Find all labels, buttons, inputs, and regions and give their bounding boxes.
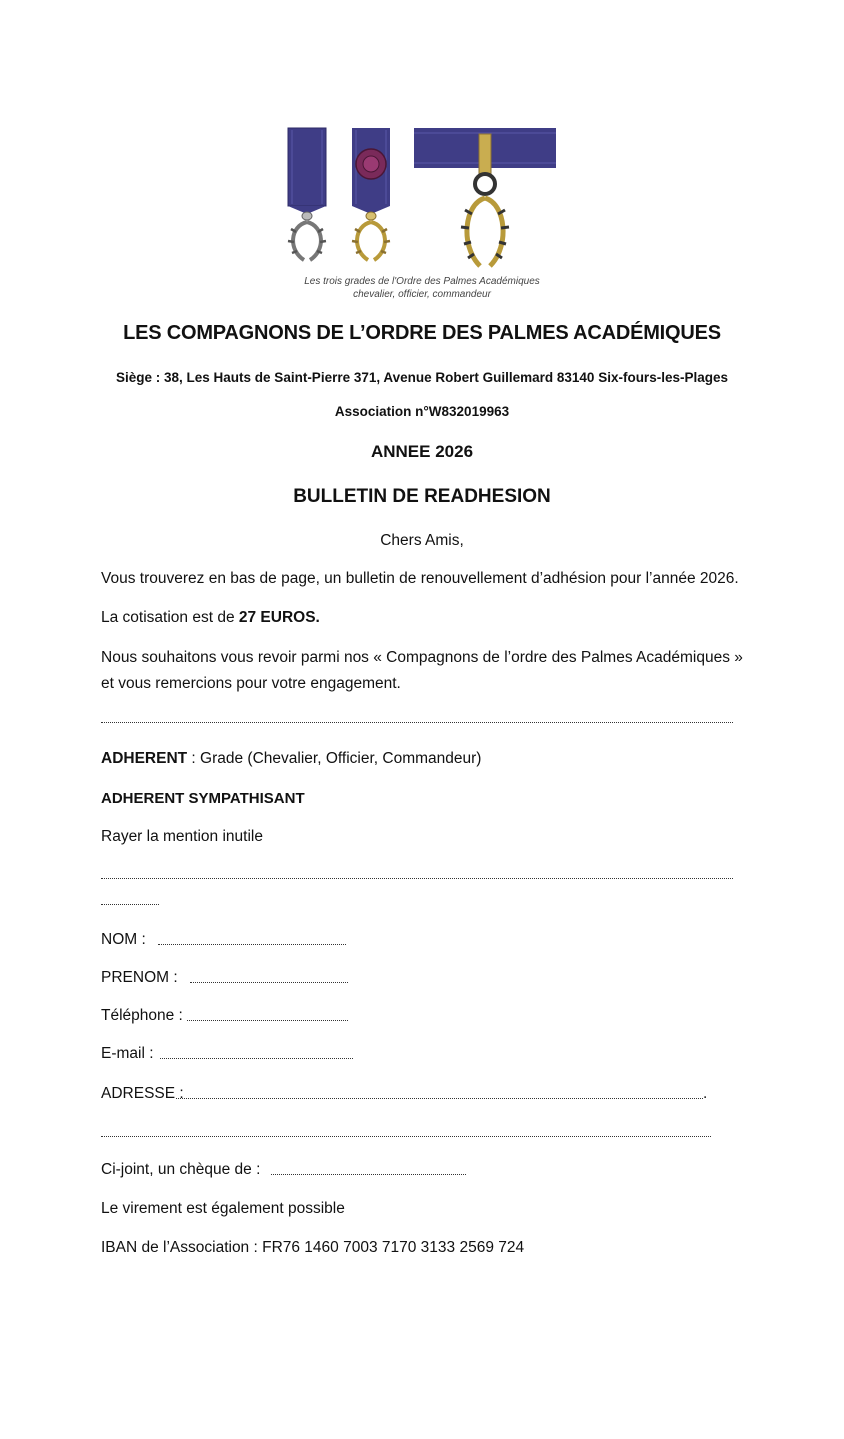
adherent-grade-text: : Grade (Chevalier, Officier, Commandeur): [187, 750, 482, 767]
document-title: LES COMPAGNONS DE L’ORDRE DES PALMES ACADÉMIQUES: [123, 322, 721, 344]
adherent-label: ADHERENT: [101, 750, 188, 767]
email-input[interactable]: [160, 1058, 353, 1059]
association-number: Association n°W832019963: [334, 404, 510, 419]
medals-caption-line2: chevalier, officier, commandeur: [353, 289, 491, 300]
adresse-end-period: .: [703, 1085, 708, 1102]
prenom-field-label: PRENOM :: [101, 969, 178, 986]
cheque-field-label: Ci-joint, un chèque de :: [101, 1161, 261, 1178]
rayer-mention: Rayer la mention inutile: [101, 828, 263, 845]
officier-medal-icon: [352, 128, 390, 260]
email-field-label: E-mail :: [101, 1045, 154, 1062]
medals-caption-line1: Les trois grades de l'Ordre des Palmes Académiques: [304, 276, 540, 287]
adresse-input-line2[interactable]: [101, 1136, 711, 1137]
cotisation-amount: 27 EUROS.: [238, 609, 320, 626]
cotisation-text: La cotisation est de: [101, 609, 239, 626]
adresse-input[interactable]: [176, 1098, 703, 1099]
year-heading: ANNEE 2026: [370, 442, 474, 461]
nom-field-label: NOM :: [101, 931, 146, 948]
chevalier-medal-icon: [288, 128, 326, 260]
adresse-field-label: ADRESSE :: [101, 1085, 184, 1102]
cheque-amount-input[interactable]: [271, 1174, 466, 1175]
commandeur-medal-icon: [414, 128, 556, 266]
paragraph-souhait-line1: Nous souhaitons vous revoir parmi nos « Compagnons de l’ordre des Palmes Académiques »: [101, 649, 743, 666]
separator-dotted-line-2-end: [101, 904, 159, 905]
paragraph-renouvellement: Vous trouverez en bas de page, un bulletin de renouvellement d’adhésion pour l’année 2026.: [101, 570, 739, 587]
greeting: Chers Amis,: [380, 532, 464, 549]
nom-input[interactable]: [158, 944, 346, 945]
telephone-field-label: Téléphone :: [101, 1007, 183, 1024]
bulletin-heading: BULLETIN DE READHESION: [293, 486, 551, 507]
prenom-input[interactable]: [190, 982, 348, 983]
separator-dotted-line-2: [101, 878, 733, 879]
siege-address: Siège : 38, Les Hauts de Saint-Pierre 371, Avenue Robert Guillemard 83140 Six-fours-les-Plages: [116, 370, 728, 385]
iban-text: IBAN de l’Association : FR76 1460 7003 7170 3133 2569 724: [101, 1239, 525, 1256]
medals-image: [284, 124, 560, 274]
adherent-grade-line: [101, 749, 481, 769]
separator-dotted-line: [101, 722, 733, 723]
telephone-input[interactable]: [187, 1020, 348, 1021]
paragraph-souhait-line2: et vous remercions pour votre engagement.: [101, 675, 401, 692]
adherent-sympathisant: ADHERENT SYMPATHISANT: [101, 790, 305, 807]
virement-text: Le virement est également possible: [101, 1200, 345, 1217]
paragraph-cotisation: [101, 608, 320, 628]
